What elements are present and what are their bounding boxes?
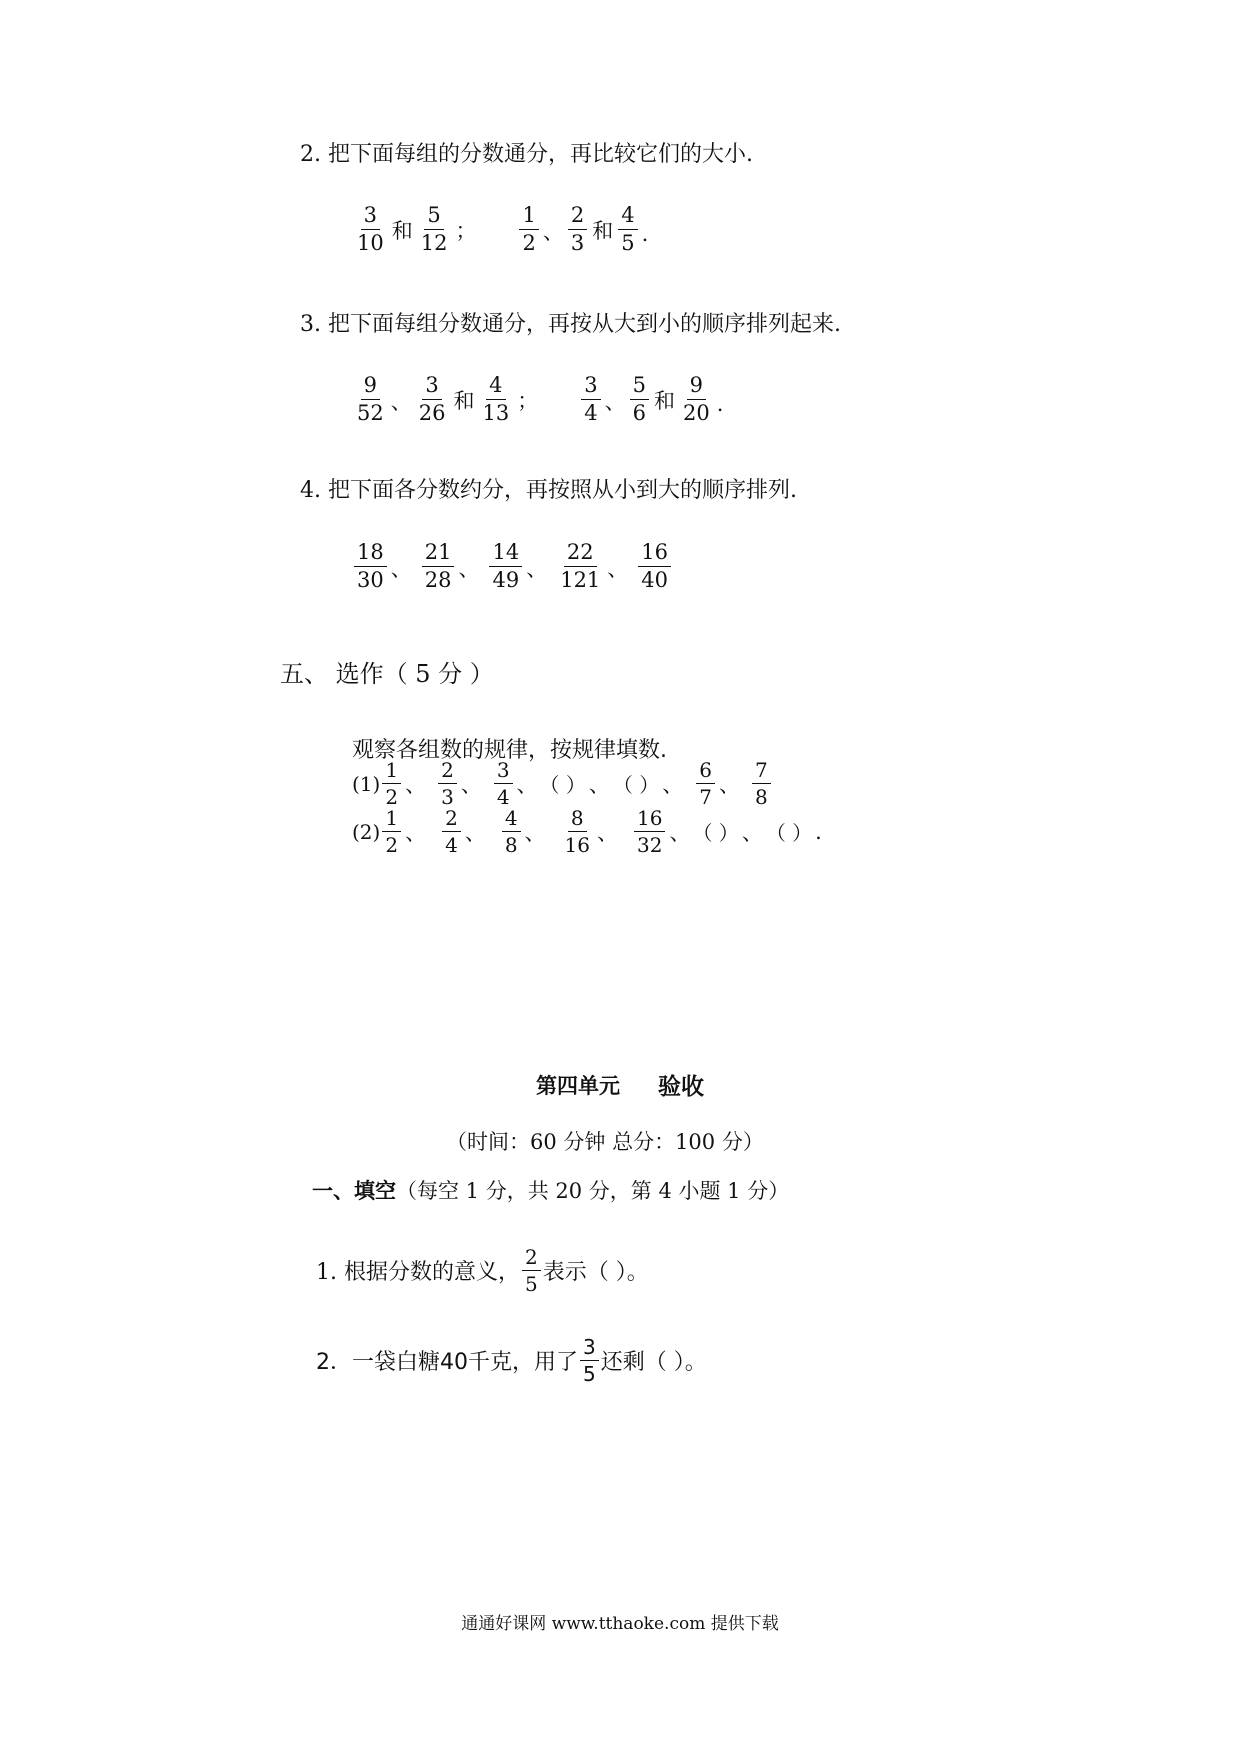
section-5-instruction: 观察各组数的规律，按规律填数. [352, 738, 667, 763]
fraction: $\frac{8}{16}$ [564, 806, 590, 857]
fill-item-1: 1. 根据分数的意义， $\frac{2}{5}$ 表示（ ）。 [316, 1245, 649, 1296]
fraction: $\frac{16}{32}$ [634, 808, 665, 855]
fraction: $\frac{3}{10}$ [357, 203, 384, 255]
footer-source: 通通好课网 www.tthaoke.com 提供下载 [461, 1614, 779, 1634]
fraction: $\frac{2}{4}$ [442, 808, 461, 855]
answer-blank[interactable]: 还剩（ ）。 [600, 1350, 707, 1375]
fraction: $\frac{6}{7}$ [696, 760, 715, 807]
sequence-row-2: (2) $\frac{1}{2}$ 、 $\frac{2}{4}$ 、 $\frac{4}{8}$ 、 $\frac{8}{16}$ 、 $\frac{16}{32}$ 、 （ ） 、 （ ） . [352, 806, 822, 857]
section-1-label: 一、填空 [312, 1179, 396, 1203]
section-1-heading [312, 1175, 789, 1205]
unit-title: 第四单元 [536, 1074, 620, 1098]
fraction: $\frac{7}{8}$ [752, 760, 771, 807]
answer-blank[interactable]: （ ） [612, 773, 660, 797]
fraction: $\frac{9}{52}$ [357, 373, 384, 425]
fraction: $\frac{16}{40}$ [638, 542, 671, 591]
question-2-fractions: $\frac{3}{10}$ 和 $\frac{5}{12}$ ； $\frac{1}{2}$ 、 $\frac{2}{3}$ 和 $\frac{4}{5}$ . [352, 205, 650, 254]
fraction: $\frac{14}{49}$ [489, 542, 522, 591]
fraction: $\frac{1}{2}$ [519, 205, 538, 254]
question-3-fractions: $\frac{9}{52}$ 、 $\frac{3}{26}$ 和 $\frac{4}{13}$ ； $\frac{3}{4}$ 、 $\frac{5}{6}$ 和 $\frac{9}{20}$ . [352, 375, 725, 424]
question-2-text: 2. 把下面每组的分数通分，再比较它们的大小. [300, 142, 753, 167]
fraction: $\frac{2}{3}$ [438, 760, 457, 807]
question-4-text: 4. 把下面各分数约分，再按照从小到大的顺序排列. [300, 478, 797, 503]
fraction: $\frac{3}{5}$ [580, 1337, 599, 1384]
answer-blank[interactable]: （ ） [692, 821, 739, 845]
answer-blank[interactable]: （ ） [539, 773, 586, 797]
fraction: $\frac{3}{4}$ [581, 375, 600, 424]
section-5-heading: 五、 选作（ 5 分 ） [280, 660, 494, 688]
fraction: $\frac{2}{3}$ [568, 205, 587, 254]
fraction: $\frac{4}{8}$ [502, 808, 521, 855]
question-3-text: 3. 把下面每组分数通分，再按从大到小的顺序排列起来. [300, 312, 841, 337]
unit-title-suffix: 验收 [658, 1074, 704, 1100]
fill-item-2: 2．一袋白糖40千克，用了 $\frac{3}{5}$ 还剩（ ）。 [316, 1335, 707, 1386]
answer-blank[interactable]: 表示（ ）。 [542, 1260, 649, 1285]
fraction: $\frac{5}{6}$ [630, 375, 649, 424]
fraction: $\frac{3}{4}$ [494, 760, 513, 807]
fraction: $\frac{1}{2}$ [382, 760, 401, 807]
fraction: $\frac{1}{2}$ [382, 808, 401, 855]
sequence-row-1: (1) $\frac{1}{2}$ 、 $\frac{2}{3}$ 、 $\frac{3}{4}$ 、 （ ） 、 （ ） 、 $\frac{6}{7}$ 、 $\frac{7}{8}$ [352, 760, 773, 807]
fraction: $\frac{18}{30}$ [354, 542, 387, 591]
exam-time-score: （时间：60 分钟 总分：100 分） [446, 1130, 764, 1154]
fraction: $\frac{9}{20}$ [682, 373, 710, 425]
question-4-fractions: $\frac{18}{30}$ 、 $\frac{21}{28}$ 、 $\frac{14}{49}$ 、 $\frac{22}{121}$ 、 $\frac{16}{40}$ [352, 542, 673, 591]
fraction: $\frac{3}{26}$ [418, 373, 446, 425]
fraction: $\frac{21}{28}$ [422, 542, 455, 591]
fraction: $\frac{22}{121}$ [560, 540, 601, 592]
fraction: $\frac{2}{5}$ [522, 1247, 541, 1294]
fraction: $\frac{4}{13}$ [482, 373, 510, 425]
section-1-note: （每空 1 分，共 20 分，第 4 小题 1 分） [396, 1179, 790, 1203]
fraction: $\frac{4}{5}$ [618, 205, 637, 254]
answer-blank[interactable]: （ ） [765, 821, 813, 845]
fraction: $\frac{5}{12}$ [420, 203, 448, 255]
